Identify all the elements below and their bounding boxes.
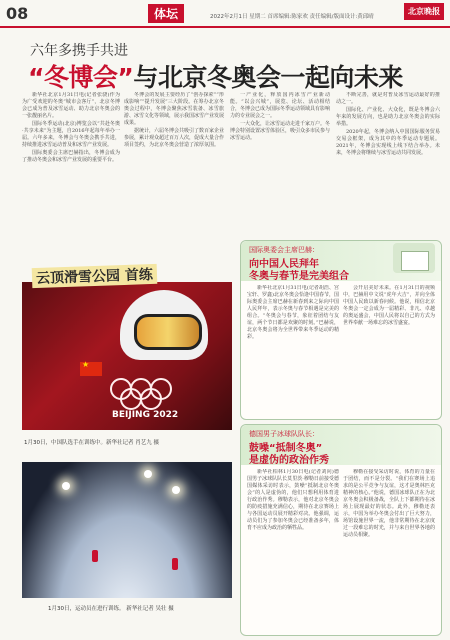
headline-black: 与北京冬奥会一起向未来 [133,63,403,92]
olympic-wordmark: BEIJING 2022 [112,410,179,420]
paragraph: 一产业化，释放国内冰雪产业新动能。“以会兴城”，展览、论坛、活动相结合，冬博会已成为国际冬季运动领域具有影响力的专业展会之一。 [230,92,330,119]
page-number: 08 [6,4,29,23]
story-title-line2: 是虚伪的政治作秀 [249,455,329,466]
goggles-shape [134,314,202,350]
paragraph: 新华社北京1月31日电(记者张骁)作为为广受欢迎的冬奥“城市会客厅”，北京冬博会已成为普及冰雪运动、助力北京冬奥会的一张靓丽名片。 [22,92,120,119]
paragraph: 新华社北京1月31日电(记者胡浩、宫宝轩、罗鑫)北京冬奥会恰逢中国春节，国际奥委会主席巴赫在新春到来之际向中国人民拜年，表示冬奥与春节相遇是完美的组合。“冬奥会与春节，象征着团结与友谊，两个节日都是欢聚的时刻。”巴赫说，北京冬奥会将为全世界带来冬季运动的精彩。 [247,285,339,340]
china-flag-icon [80,362,102,376]
skier-figure [172,558,178,570]
story-column-2 [343,285,435,413]
paragraph: 新华社柏林1月30日电(记者刘向)德国男子冰球队队长莫里茨·穆勒日前接受德国媒体采访时表示，鼓噪“抵制北京冬奥会”的人是虚伪的，他们只想利用体育进行政治作秀。穆勒表示，他对北京冬奥会的防疫措施充满信心，期待在北京赛场上与各国运动员展开精彩对决。他强调，运动员们为了参加冬奥会已经准备多年，体育不应成为政治的牺牲品。 [247,469,339,531]
section-label: 体坛 [148,4,184,23]
paragraph: 穆勒在接受采访时说，体育的力量在于团结，而不是分裂。“我们在赛场上追求的是公平竞争与友谊，这才是奥林匹克精神的核心。”他说，德国冰球队正在为北京冬奥会积极备战，全队上下都期待在冰场上展现最好的状态。此外，穆勒还表示，中国为举办冬奥会付出了巨大努力，场馆设施世界一流，他非常期待在北京度过一段难忘的时光，并与来自世界各地的运动员相聚。 [343,469,435,538]
paragraph: 国际化、产业化、大众化，既是冬博会六年来的发展方向，也是助力北京冬奥会的实际举措。 [336,107,440,127]
paragraph: 不断完善，就是对普及冰雪运动最好的推动之一。 [336,92,440,105]
night-training-photo [22,462,232,598]
story-kicker: 国际奥委会主席巴赫： [249,246,319,254]
sidebar-story-bach [240,240,442,420]
header-info: 2022年2月1日 星期二 首席编辑:陈家欢 责任编辑/版面设计:黄邱晴 [210,14,374,20]
paragraph: 据统计，六届冬博会共吸引了数百家企业参展，累计观众超过百万人次，促成大量合作项目签约，为北京冬奥会营造了浓厚氛围。 [124,128,224,148]
article-column-2 [124,92,224,262]
flood-light [62,482,70,490]
lantern-decoration-icon [393,243,435,273]
newspaper-logo: 北京晚报 [404,3,444,20]
paragraph: 一大众化，让冰雪运动走进千家万户。冬博会特别设置冰雪体验区，吸引众多市民参与冰雪运动。 [230,121,330,141]
story-header [241,241,441,281]
athlete-photo [22,282,232,430]
paragraph: 会开启美好未来。在1月31日的视频中，巴赫用中文说“虎年大吉”，并向全体中国人民致以新春问候。他说，相信北京冬奥会一定会成为一届精彩、非凡、卓越的奥运盛会，中国人民将以自己的方式为世界奉献一场难忘的冰雪盛宴。 [343,285,435,326]
flood-light [172,486,180,494]
photo-overlay-title: 云顶滑雪公园 首练 [32,264,157,288]
article-column-1 [22,92,120,262]
story-kicker: 德国男子冰球队队长： [249,430,319,438]
story-header [241,425,441,465]
paragraph: 国际奥委会主席巴赫指出，冬博会成为了推动冬奥会和冰雪产业发展的重要平台。 [22,150,120,163]
paragraph: 2020年起，冬博会纳入中国国际服务贸易交易会框架，成为其中的冬季运动专题展。2021年，冬博会实现线上线下结合举办。未来，冬博会将继续与冰雪运动共同发展。 [336,129,440,156]
olympic-rings-icon [110,378,190,408]
paragraph: 国际冬季运动(北京)博览会以“共赴冬奥·共享未来”为主题，自2016年起每年举办一届。六年多来，冬博会与冬奥会携手共进，持续推进冰雪运动普及和冰雪产业发展。 [22,121,120,148]
article-column-3 [230,92,330,232]
paragraph: 冬博会的发展主要经历了“创办探索”“形成影响”“提升发展”三大阶段。在筹办北京冬奥会过程中，冬博会聚焦冰雪装备、冰雪旅游、冰雪文化等领域，展示我国冰雪产业发展成果。 [124,92,224,126]
story-title-line1: 向中国人民拜年 [249,259,319,270]
article-headline [28,58,403,94]
story-title-line1: 鼓噪“抵制冬奥” [249,443,323,454]
flood-light [144,470,152,478]
photo2-caption: 1月30日，运动员在进行训练。 新华社记者 吴壮 摄 [48,606,174,612]
sidebar-story-muller [240,424,442,636]
story-column-1 [247,285,339,413]
story-column-1 [247,469,339,629]
story-column-2 [343,469,435,629]
page-header [0,0,450,28]
photo1-caption: 1月30日，中国队选手在训练中。新华社记者 肖艺九 摄 [24,440,159,446]
skier-figure [92,550,98,562]
article-column-4 [336,92,440,232]
article-kicker: 六年多携手共进 [30,43,128,59]
story-title-line2: 冬奥与春节是完美组合 [249,271,349,282]
headline-red: “冬博会” [28,63,134,92]
